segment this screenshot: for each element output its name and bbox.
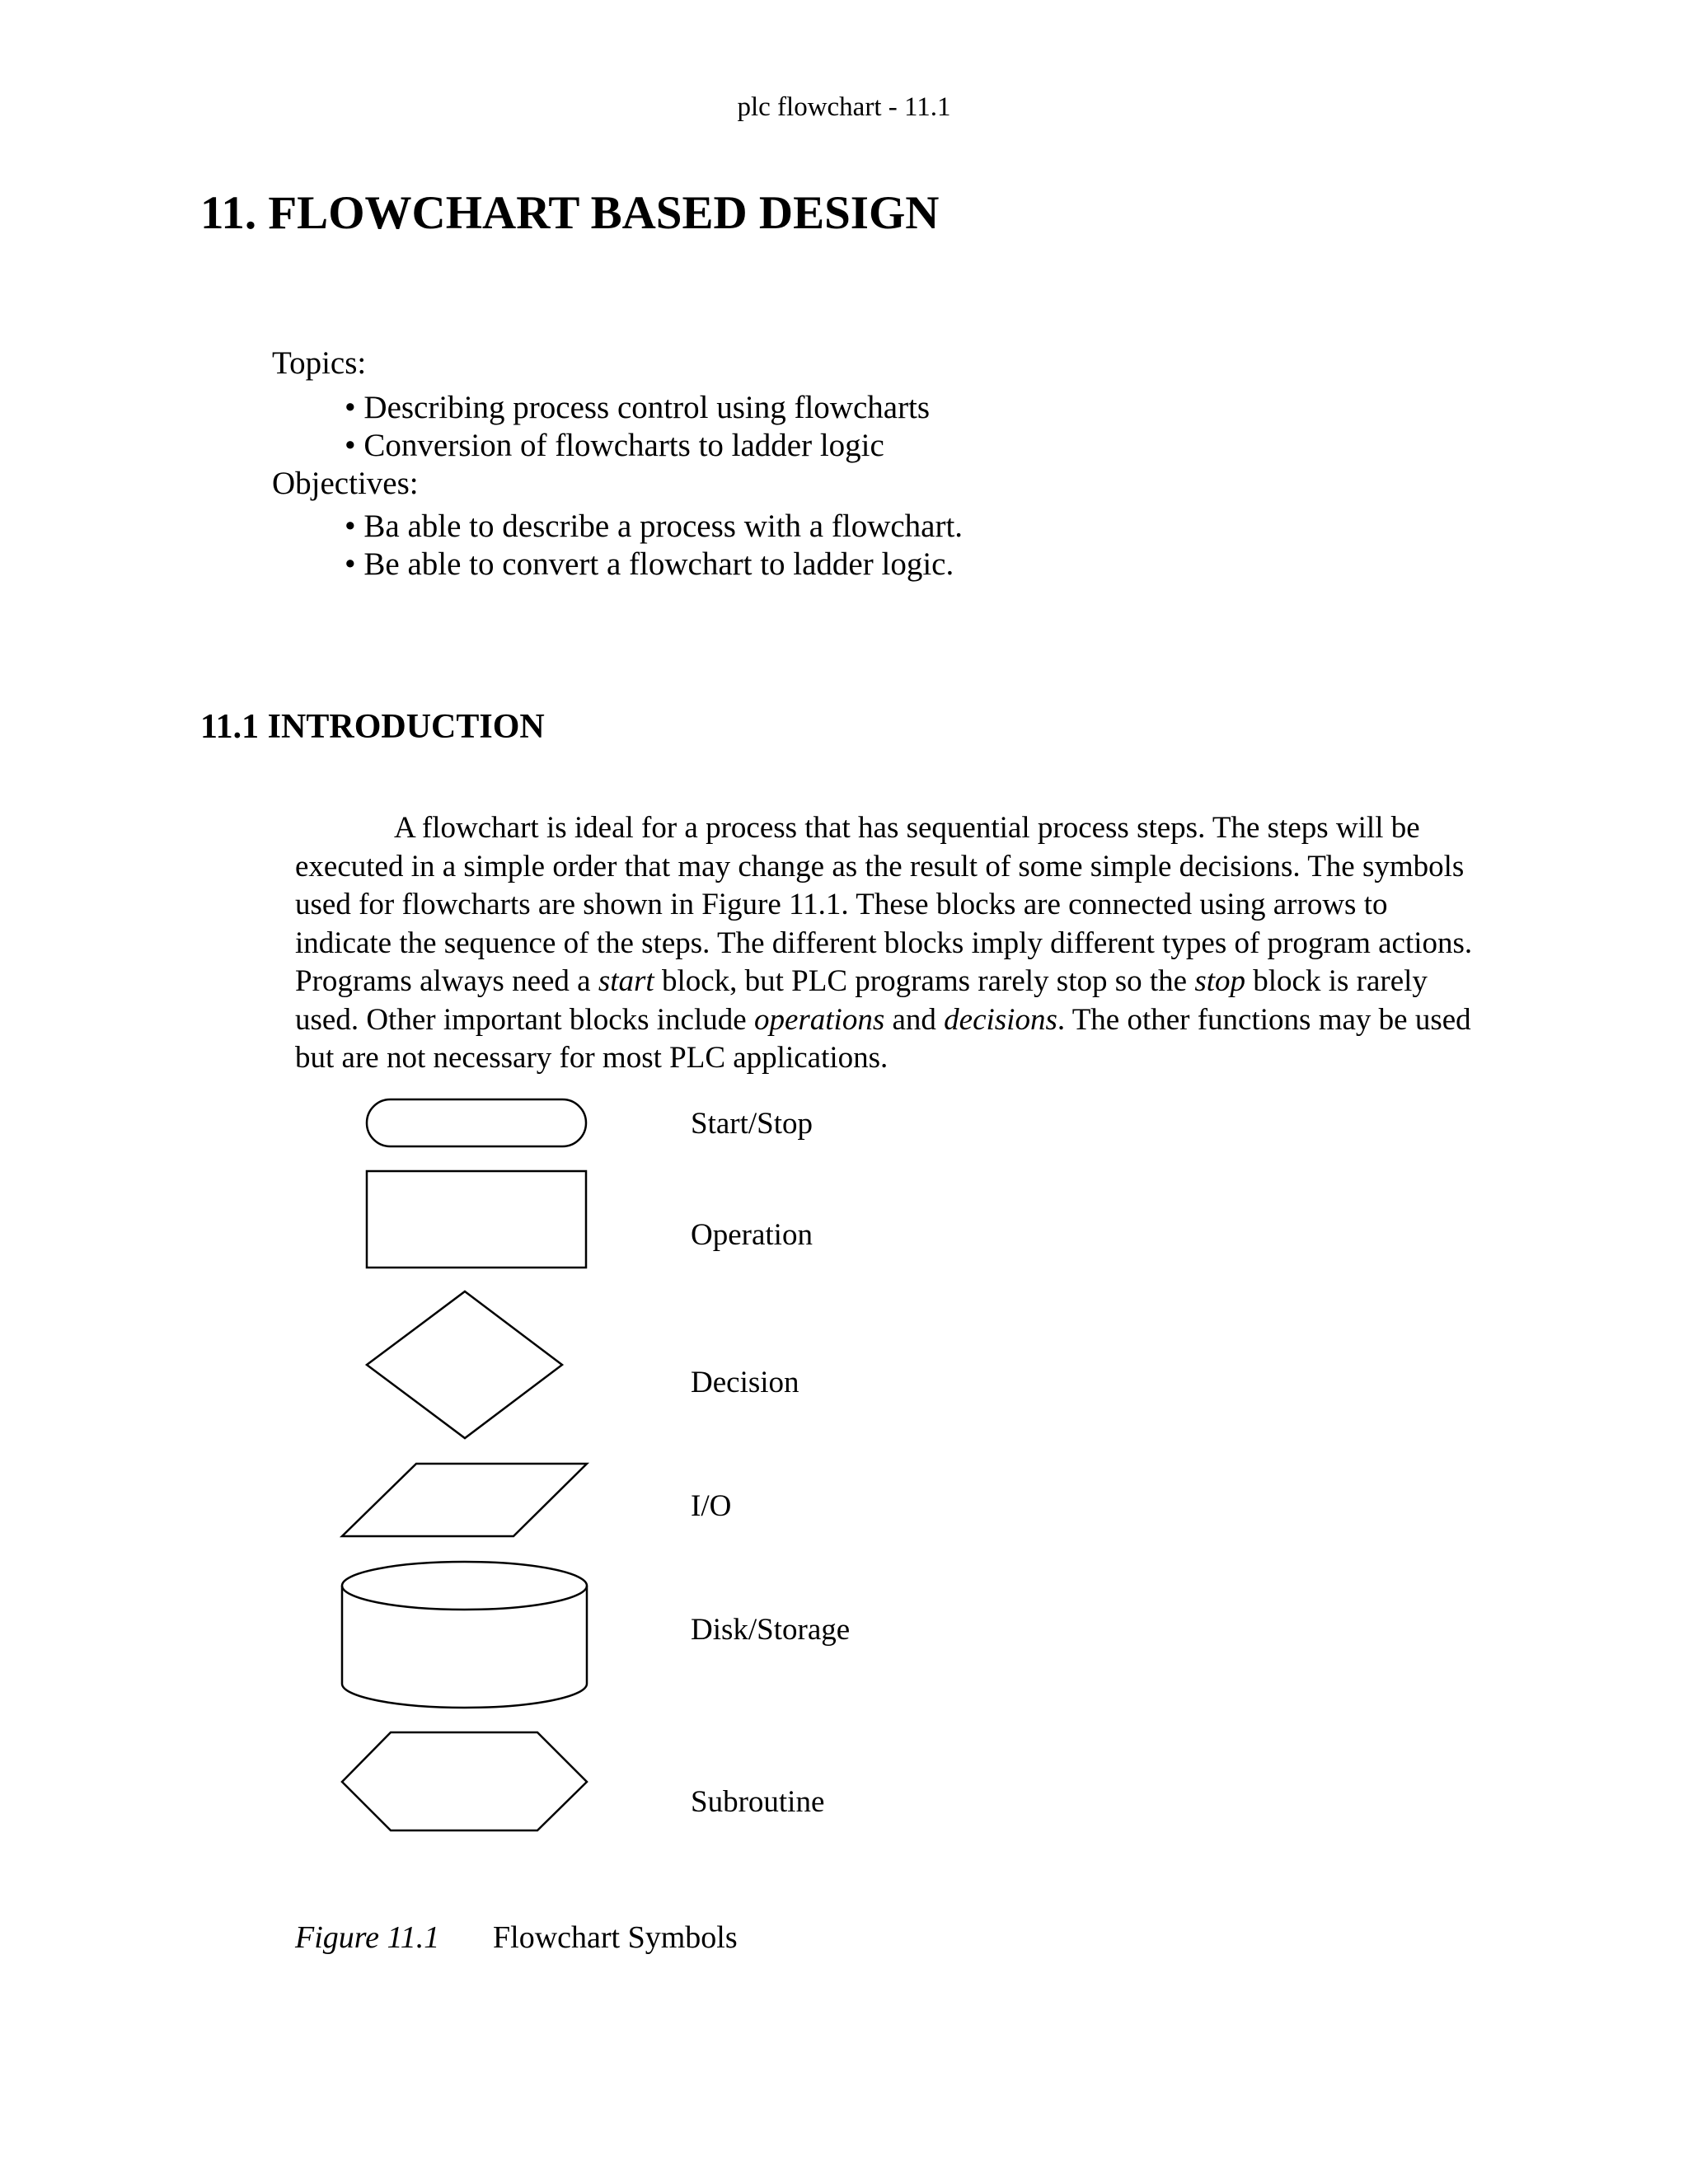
symbol-label-io: I/O (691, 1489, 732, 1523)
paragraph-text: and (884, 1002, 945, 1037)
paragraph-text: . The other functions may be used but are not necessary for most PLC applications. (295, 1002, 1471, 1075)
chapter-title: 11. FLOWCHART BASED DESIGN (200, 187, 940, 239)
subroutine-symbol (342, 1732, 587, 1830)
topic-item: • Conversion of flowcharts to ladder logic (345, 428, 884, 463)
symbol-label-decision: Decision (691, 1366, 799, 1399)
io-symbol (342, 1464, 587, 1536)
figure-caption-text: Flowchart Symbols (493, 1920, 738, 1955)
symbol-label-disk-storage: Disk/Storage (691, 1613, 851, 1647)
disk-storage-symbol (342, 1562, 587, 1708)
paragraph-text: A flowchart is ideal for a process that has sequential process steps. The steps will be executed in a simple order that may change as the result of some simple decisions. The symbols used for flowcharts are shown in Figure 11.1. These blocks are connected using arrows to indicate the sequence of the steps. The different blocks imply different types of program actions. Programs always need a (295, 811, 1473, 998)
topics-heading: Topics: (272, 345, 367, 381)
start-stop-symbol (367, 1099, 586, 1146)
emphasis-start: start (598, 964, 654, 998)
running-header: plc flowchart - 11.1 (737, 92, 951, 122)
figure-caption-number: Figure 11.1 (295, 1920, 440, 1955)
emphasis-stop: stop (1194, 964, 1246, 998)
objective-item: • Ba able to describe a process with a flowchart. (345, 509, 964, 544)
emphasis-operations: operations (753, 1002, 885, 1037)
objective-item: • Be able to convert a flowchart to ladder logic. (345, 546, 954, 582)
emphasis-decisions: decisions (944, 1002, 1057, 1037)
symbol-label-start-stop: Start/Stop (691, 1107, 814, 1141)
section-heading: 11.1 INTRODUCTION (200, 708, 545, 746)
symbol-label-subroutine: Subroutine (691, 1785, 825, 1819)
symbol-label-operation: Operation (691, 1218, 813, 1252)
paragraph-text: block is rarely used. Other important blocks include (295, 964, 1428, 1037)
operation-symbol (367, 1171, 586, 1268)
objectives-heading: Objectives: (272, 466, 419, 501)
topic-item: • Describing process control using flowcharts (345, 390, 931, 425)
paragraph-text: block, but PLC programs rarely stop so the (654, 964, 1195, 998)
decision-symbol (367, 1291, 562, 1438)
